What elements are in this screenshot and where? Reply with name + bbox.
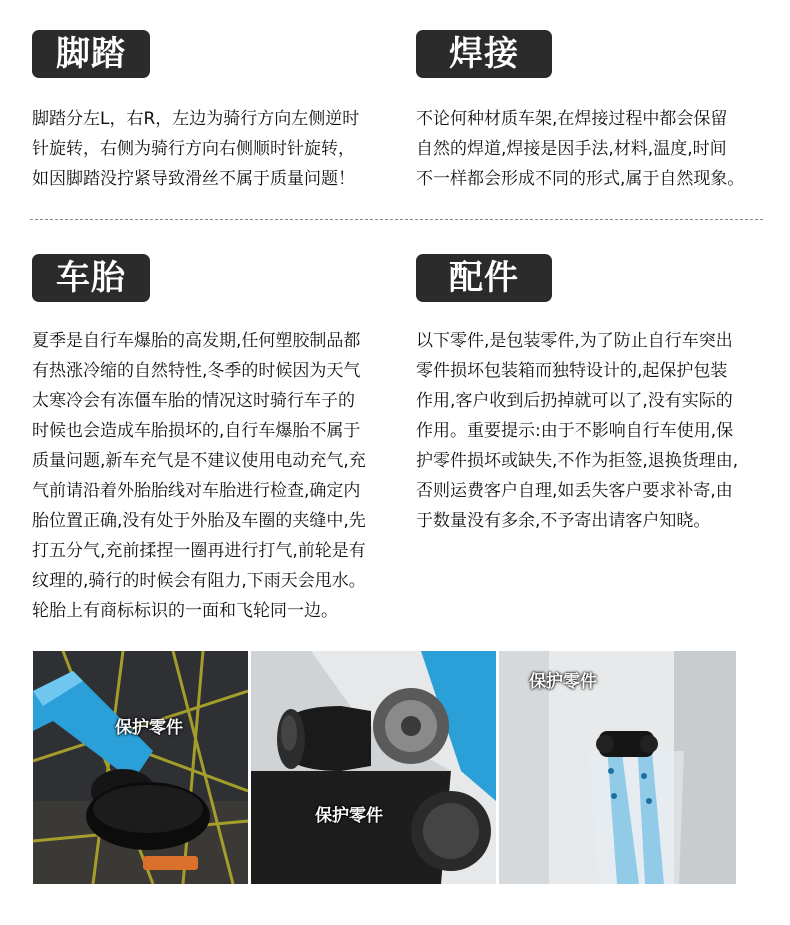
text-line: 否则运费客户自理,如丢失客户要求补寄,由	[416, 481, 733, 501]
text-line: 打五分气,充前揉捏一圈再进行打气,前轮是有	[32, 541, 366, 561]
text-line: 时候也会造成车胎损坏的,自行车爆胎不属于	[32, 421, 361, 441]
text-line: 作用。重要提示:由于不影响自行车使用,保	[416, 421, 734, 441]
text-line: 夏季是自行车爆胎的高发期,任何塑胶制品都	[32, 331, 361, 351]
photo-label: 保护零件	[115, 718, 183, 738]
parts-section-title: 配件	[416, 254, 552, 302]
text-line: 自然的焊道,焊接是因手法,材料,温度,时间	[416, 139, 727, 159]
fork-protector-image	[33, 651, 248, 884]
tire-description	[32, 326, 407, 626]
text-line: 以下零件,是包装零件,为了防止自行车突出	[416, 331, 733, 351]
text-line: 质量问题,新车充气是不建议使用电动充气,充	[32, 451, 366, 471]
pedal-section-title: 脚踏	[32, 30, 150, 78]
text-line: 作用,客户收到后扔掉就可以了,没有实际的	[416, 391, 733, 411]
photo-label: 保护零件	[529, 672, 597, 692]
text-line: 如因脚踏没拧紧导致滑丝不属于质量问题！	[32, 169, 355, 189]
tire-section-title: 车胎	[32, 254, 150, 302]
welding-section-title: 焊接	[416, 30, 552, 78]
text-line: 胎位置正确,没有处于外胎及车圈的夹缝中,先	[32, 511, 366, 531]
text-line: 不一样都会形成不同的形式,属于自然现象。	[416, 169, 745, 189]
text-line: 护零件损坏或缺失,不作为拒签,退换货理由,	[416, 451, 739, 471]
photo-label: 保护零件	[315, 806, 383, 826]
text-line: 有热涨冷缩的自然特性,冬季的时候因为天气	[32, 361, 361, 381]
photo-front-fork-protector	[33, 651, 248, 884]
text-line: 不论何种材质车架,在焊接过程中都会保留	[416, 109, 728, 129]
photo-chainstay-protector	[499, 651, 736, 884]
text-line: 气前请沿着外胎胎线对车胎进行检查,确定内	[32, 481, 361, 501]
text-line: 零件损坏包装箱而独特设计的,起保护包装	[416, 361, 728, 381]
text-line: 太寒冷会有冻僵车胎的情况这时骑行车子的	[32, 391, 355, 411]
text-line: 纹理的,骑行的时候会有阻力,下雨天会甩水。	[32, 571, 366, 591]
parts-description	[416, 326, 786, 536]
photo-axle-protector	[251, 651, 496, 884]
text-line: 于数量没有多余,不予寄出请客户知晓。	[416, 511, 711, 531]
text-line: 针旋转，右侧为骑行方向右侧顺时针旋转，	[32, 139, 355, 159]
text-line: 脚踏分左L，右R，左边为骑行方向左侧逆时	[32, 109, 360, 129]
pedal-description	[32, 104, 402, 194]
text-line: 轮胎上有商标标识的一面和飞轮同一边。	[32, 601, 338, 621]
axle-protector-image	[251, 651, 496, 884]
welding-description	[416, 104, 786, 194]
section-divider	[30, 219, 763, 220]
